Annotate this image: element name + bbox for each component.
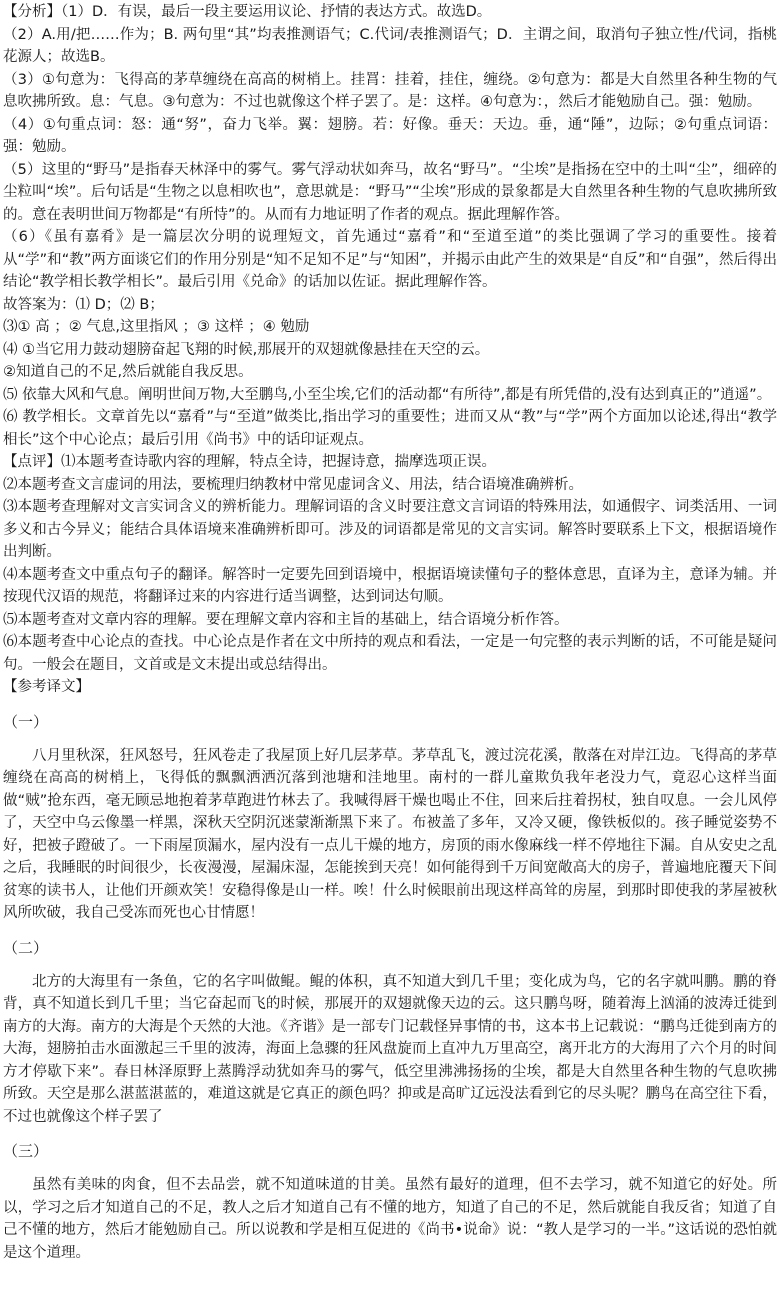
comment-line-1: 【点评】⑴本题考查诗歌内容的理解，特点全诗，把握诗意，揣摩选项正误。 (3, 454, 496, 470)
translation-heading: 【参考译文】 (3, 679, 90, 695)
analysis-line-4: （4）①句重点词：怒：通“努”，奋力飞举。翼：翅膀。若：好像。垂天：天边。垂，通“陲”，边际；②句重点词语：强：勉励。 (3, 116, 777, 155)
analysis-line-2: （2）A.用/把……作为；B. 两句里“其”均表推测语气；C.代词/表推测语气；D．主谓之间，取消句子独立性/代词，指桃花源人；故选B。 (3, 26, 777, 65)
section-label: （二） (3, 938, 49, 957)
answer-line-4: ②知道自己的不足,然后就能自我反思。 (3, 364, 253, 380)
comment-line-4: ⑷本题考查文中重点句子的翻译。解答时一定要先回到语境中，根据语境读懂句子的整体意思，直译为主，意译为辅。并按现代汉语的规范，将翻译过来的内容进行适当调整，达到词达句顺。 (3, 566, 777, 605)
analysis-line-1: 【分析】（1）D．有误，最后一段主要运用议论、抒情的表达方式。故选D。 (3, 4, 492, 20)
answer-line-3: ⑷ ①当它用力鼓动翅膀奋起飞翔的时候,那展开的双翅就像悬挂在天空的云。 (3, 341, 490, 358)
analysis-line-6: （6）《虽有嘉肴》是一篇层次分明的说理短文，首先通过“嘉肴”和“至道至道”的类比强调了学习的重要性。接着从“学”和“教”两方面谈它们的作用分别是“知不足知不足”与“知困”，并揭示由此产生的效果是“自反”和“自强”，然后得出结论“教学相长教学相长”。最后引用《兑命》的话加以佐证。据此理解作答。 (3, 229, 777, 290)
answer-block (3, 294, 777, 452)
section-label: （一） (3, 712, 49, 731)
answer-line-2: ⑶① 高 ；② 气息,这里指风 ；③ 这样 ；④ 勉励 (3, 319, 310, 335)
translation-section-2 (3, 937, 777, 1129)
comment-line-3: ⑶本题考查理解对文言实词含义的辨析能力。理解词语的含义时要注意文言词语的特殊用法，如通假字、词类活用、一词多义和古今异义；能结合具体语境来准确辨析即可。涉及的词语都是常见的文言实词。解答时要联系上下文，根据语境作出判断。 (3, 499, 777, 560)
analysis-line-5: （5）这里的“野马”是指春天林泽中的雾气。雾气浮动状如奔马，故名“野马”。“尘埃”是指扬在空中的土叫“尘”，细碎的尘粒叫“埃”。后句话是“生物之以息相吹也”，意思就是：“野马”“尘埃”形成的景象都是大自然里各种生物的气息吹拂所致的。意在表明世间万物都是“有所恃”的。从而有力地证明了作者的观点。据此理解作答。 (3, 161, 777, 223)
answer-line-5: ⑸ 依靠大风和气息。阐明世间万物,大至鹏鸟,小至尘埃,它们的活动都“有所待”,都是有所凭借的,没有达到真正的”逍遥”。 (3, 386, 772, 403)
answer-line-1: 故答案为：⑴ D；⑵ B； (3, 296, 164, 313)
analysis-block (3, 1, 777, 294)
comment-block (3, 451, 777, 676)
comment-line-2: ⑵本题考查文言虚词的用法，要梳理归纳教材中常见虚词含义、用法，结合语境准确辨析。 (3, 476, 583, 493)
translation-section-3 (3, 1140, 777, 1264)
section-text: 八月里秋深，狂风怒号，狂风卷走了我屋顶上好几层茅草。茅草乱飞，渡过浣花溪，散落在对岸江边。飞得高的茅草缠绕在高高的树梢上，飞得低的飘飘洒洒沉落到池塘和洼地里。南村的一群儿童欺负我年老没力气，竟忍心这样当面做“贼”抢东西，毫无顾忌地抱着茅草跑进竹林去了。我喊得唇干燥也喝止不住，回来后拄着拐杖，独自叹息。一会儿风停了，天空中乌云像墨一样黑，深秋天空阴沉迷蒙渐渐黑下来了。布被盖了多年，又冷又硬，像铁板似的。孩子睡觉姿势不好，把被子蹬破了。一下雨屋顶漏水，屋内没有一点儿干燥的地方，房顶的雨水像麻线一样不停地往下漏。自从安史之乱之后，我睡眠的时间很少，长夜漫漫，屋漏床湿，怎能挨到天亮！如何能得到千万间宽敞高大的房子，普遍地庇覆天下间贫寒的读书人，让他们开颜欢笑！安稳得像是山一样。唉！什么时候眼前出现这样高耸的房屋，到那时即使我的茅屋被秋风所吹破，我自己受冻而死也心甘情愿！ (3, 747, 777, 921)
section-text: 北方的大海里有一条鱼，它的名字叫做鲲。鲲的体积，真不知道大到几千里；变化成为鸟，它的名字就叫鹏。鹏的脊背，真不知道长到几千里；当它奋起而飞的时候，那展开的双翅就像天边的云。这只鹏鸟呀，随着海上汹涌的波涛迁徙到南方的大海。南方的大海是个天然的大池。《齐谐》是一部专门记载怪异事情的书，这本书上记载说：“鹏鸟迁徙到南方的大海，翅膀拍击水面激起三千里的波涛，海面上急骤的狂风盘旋而上直冲九万里高空，离开北方的大海用了六个月的时间方才停歇下来”。春日林泽原野上蒸腾浮动犹如奔马的雾气，低空里沸沸扬扬的尘埃，都是大自然里各种生物的气息吹拂所致。天空是那么湛蓝湛蓝的，难道这就是它真正的颜色吗？抑或是高旷辽远没法看到它的尽头呢？鹏鸟在高空往下看，不过也就像这个样子罢了 (3, 973, 777, 1125)
analysis-line-3: （3）①句意为：飞得高的茅草缠绕在高高的树梢上。挂罥：挂着，挂住，缠绕。②句意为：都是大自然里各种生物的气息吹拂所致。息：气息。③句意为：不过也就像这个样子罢了。是：这样。④句意为：，然后才能勉励自己。强：勉励。 (3, 71, 777, 110)
translation-section-1 (3, 711, 777, 925)
comment-line-6: ⑹本题考查中心论点的查找。中心论点是作者在文中所持的观点和看法，一定是一句完整的表示判断的话，不可能是疑问句。一般会在题目，文首或是文末提出或总结得出。 (3, 634, 777, 673)
answer-line-6: ⑹ 教学相长。文章首先以“嘉肴”与“至道”做类比,指出学习的重要性；进而又从“教”与“学”两个方面加以论述,得出“教学相长”这个中心论点；最后引用《尚书》中的话印证观点。 (3, 409, 777, 448)
section-label: （三） (3, 1142, 49, 1160)
section-text: 虽然有美味的肉食，但不去品尝，就不知道味道的甘美。虽然有最好的道理，但不去学习，就不知道它的好处。所以，学习之后才知道自己的不足，教人之后才知道自己有不懂的地方，知道了自己的不足，然后就能自我反省；知道了自己不懂的地方，然后才能勉励自己。所以说教和学是相互促进的《尚书•说命》说：“教人是学习的一半。”这话说的恐怕就是这个道理。 (3, 1177, 777, 1261)
comment-line-5: ⑸本题考查对文章内容的理解。要在理解文章内容和主旨的基础上，结合语境分析作答。 (3, 611, 569, 628)
